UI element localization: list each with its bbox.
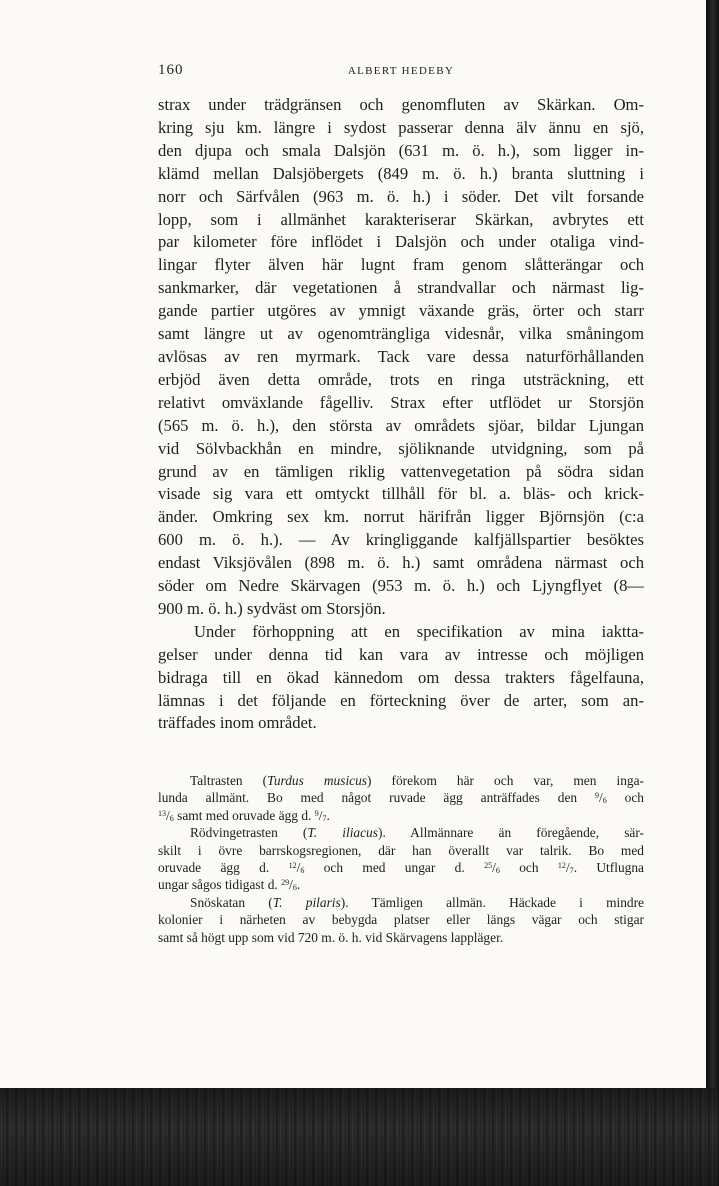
date-month: 7 (569, 865, 574, 875)
body-line: norr och Särfvålen (963 m. ö. h.) i söder. Det vilt forsande (158, 186, 644, 206)
body-line: visade sig vara ett omtyckt tillhåll för bl. a. bläs- och krick- (158, 484, 644, 504)
date-month: 6 (292, 883, 297, 893)
species-latin-name: T. iliacus (307, 825, 378, 841)
page-header (158, 62, 644, 84)
species-text: Allmännare än föregående, sär- (410, 825, 644, 841)
species-line: oruvade ägg d. $^{12}/_6$ och med ungar d. $^{25}/_6$ och $^{12}/_7$. Utflugna (158, 860, 644, 876)
body-line: lopp, som i allmänhet karakteriserar Skärkan, avbrytes ett (158, 209, 644, 229)
species-entry-snoskatan: Snöskatan (T. pilaris). Tämligen allmän. Häckade i mindre (190, 894, 644, 910)
species-name: Rödvingetrasten (190, 825, 278, 841)
body-line: kring sju km. längre i sydost passerar denna älv ännu en sjö, (158, 117, 644, 137)
species-line: kolonier i närheten av bebygda platser eller längs vägar och stigar (158, 912, 644, 928)
body-line: 900 m. ö. h.) sydväst om Storsjön. (158, 598, 386, 618)
species-text: oruvade ägg d. (158, 860, 270, 876)
body-line: Under förhoppning att en specifikation av mina iaktta- (194, 621, 644, 641)
species-name: Snöskatan (190, 894, 246, 910)
body-line: erbjöd även detta område, trots en ringa utsträckning, ett (158, 369, 644, 389)
page-edge-shadow (706, 0, 719, 1088)
species-text: lunda allmänt. Bo med något ruvade ägg anträffades den (158, 790, 578, 806)
species-entry-taltrasten: Taltrasten (Turdus musicus) förekom här och var, men inga- (190, 773, 644, 788)
date-day: 12 (557, 861, 566, 871)
date-day: 9 (594, 791, 599, 801)
species-entry-rodvingetrasten: Rödvingetrasten (T. iliacus). Allmännare än föregående, sär- (190, 825, 644, 841)
body-line: gelser under denna tid kan vara av intresse och möjligen (158, 644, 644, 664)
body-line: 600 m. ö. h.). — Av kringliggande kalfjällspartier besöktes (158, 530, 644, 550)
body-line: avlösas av ren myrmark. Tack vare dessa naturförhållanden (158, 346, 644, 366)
species-line: $^{13}/_6$ samt med oruvade ägg d. $^9/_7$. (158, 807, 330, 823)
species-text: samt med oruvade ägg d. (177, 807, 312, 823)
species-text: och med ungar d. (323, 860, 465, 876)
body-line: samt längre ut av ogenomträngliga videsnår, vilka småningom (158, 324, 644, 344)
species-line: lunda allmänt. Bo med något ruvade ägg anträffades den $^9/_6$ och (158, 790, 644, 806)
date-day: 13 (158, 808, 167, 818)
body-line: sankmarker, där vegetationen å strandvallar och närmast lig- (158, 278, 644, 298)
species-text: och (519, 860, 539, 876)
body-line: endast Viksjövålen (898 m. ö. h.) samt områdena närmast och (158, 553, 644, 573)
body-line: änder. Omkring sex km. norrut härifrån ligger Björnsjön (c:a (158, 507, 644, 527)
page-number: 160 (158, 62, 184, 78)
body-line: (565 m. ö. h.), den största av områdets sjöar, bildar Ljungan (158, 415, 644, 435)
date-month: 6 (602, 796, 607, 806)
date-day: 9 (314, 808, 319, 818)
species-latin-name: T. pilaris (272, 894, 341, 910)
species-line: samt så högt upp som vid 720 m. ö. h. vid Skärvagens lappläger. (158, 929, 504, 945)
body-line: grund av en tämligen riklig vattenvegetation på södra sidan (158, 461, 644, 481)
body-line: klämd mellan Dalsjöbergets (849 m. ö. h.) branta sluttning i (158, 163, 644, 183)
species-text: Tämligen allmän. Häckade i mindre (371, 894, 644, 910)
species-name: Taltrasten (190, 773, 243, 788)
body-line: lingar flyter älven här lugnt fram genom slåtterängar och (158, 255, 644, 275)
date-month: 6 (169, 813, 174, 823)
body-line: relativt omväxlande fågelliv. Strax efter utflödet ur Storsjön (158, 392, 644, 412)
species-latin-name: Turdus musicus (267, 773, 368, 788)
species-text: . Utflugna (573, 860, 644, 876)
species-text: förekom här och var, men inga- (391, 773, 644, 788)
scanner-bed-shade (0, 1088, 719, 1186)
date-month: 7 (322, 813, 327, 823)
date-day: 29 (281, 878, 290, 888)
body-line: vid Sölvbackhån en mindre, sjöliknande utvidgning, som på (158, 438, 644, 458)
species-line: skilt i övre barrskogsregionen, där han överallt var talrik. Bo med (158, 842, 644, 858)
body-line: träffades inom området. (158, 713, 317, 733)
body-line: lämnas i det följande en förteckning över de arter, som an- (158, 690, 644, 710)
species-text: ungar sågos tidigast d. (158, 877, 278, 893)
date-month: 6 (300, 865, 305, 875)
body-line: bidraga till en ökad kännedom om dessa trakters fågelfauna, (158, 667, 644, 687)
body-line: strax under trädgränsen och genomfluten av Skärkan. Om- (158, 95, 644, 114)
body-line: par kilometer före inflödet i Dalsjön och under otaliga vind- (158, 232, 644, 252)
species-notes (158, 772, 644, 946)
date-day: 25 (484, 861, 493, 871)
body-line: gande partier utgöres av ymnigt växande gräs, örter och starr (158, 301, 644, 321)
date-month: 6 (495, 865, 500, 875)
species-line: ungar sågos tidigast d. $^{29}/_6$. (158, 877, 301, 893)
species-text: . (326, 807, 330, 823)
body-line: den djupa och smala Dalsjön (631 m. ö. h.), som ligger in- (158, 140, 644, 160)
species-text: och (624, 790, 644, 806)
body-text (158, 94, 644, 735)
species-text: . (296, 877, 301, 893)
date-day: 12 (288, 861, 297, 871)
body-line: söder om Nedre Skärvagen (953 m. ö. h.) och Ljyngflyet (8— (158, 576, 644, 596)
running-head: ALBERT HEDEBY (347, 65, 455, 77)
